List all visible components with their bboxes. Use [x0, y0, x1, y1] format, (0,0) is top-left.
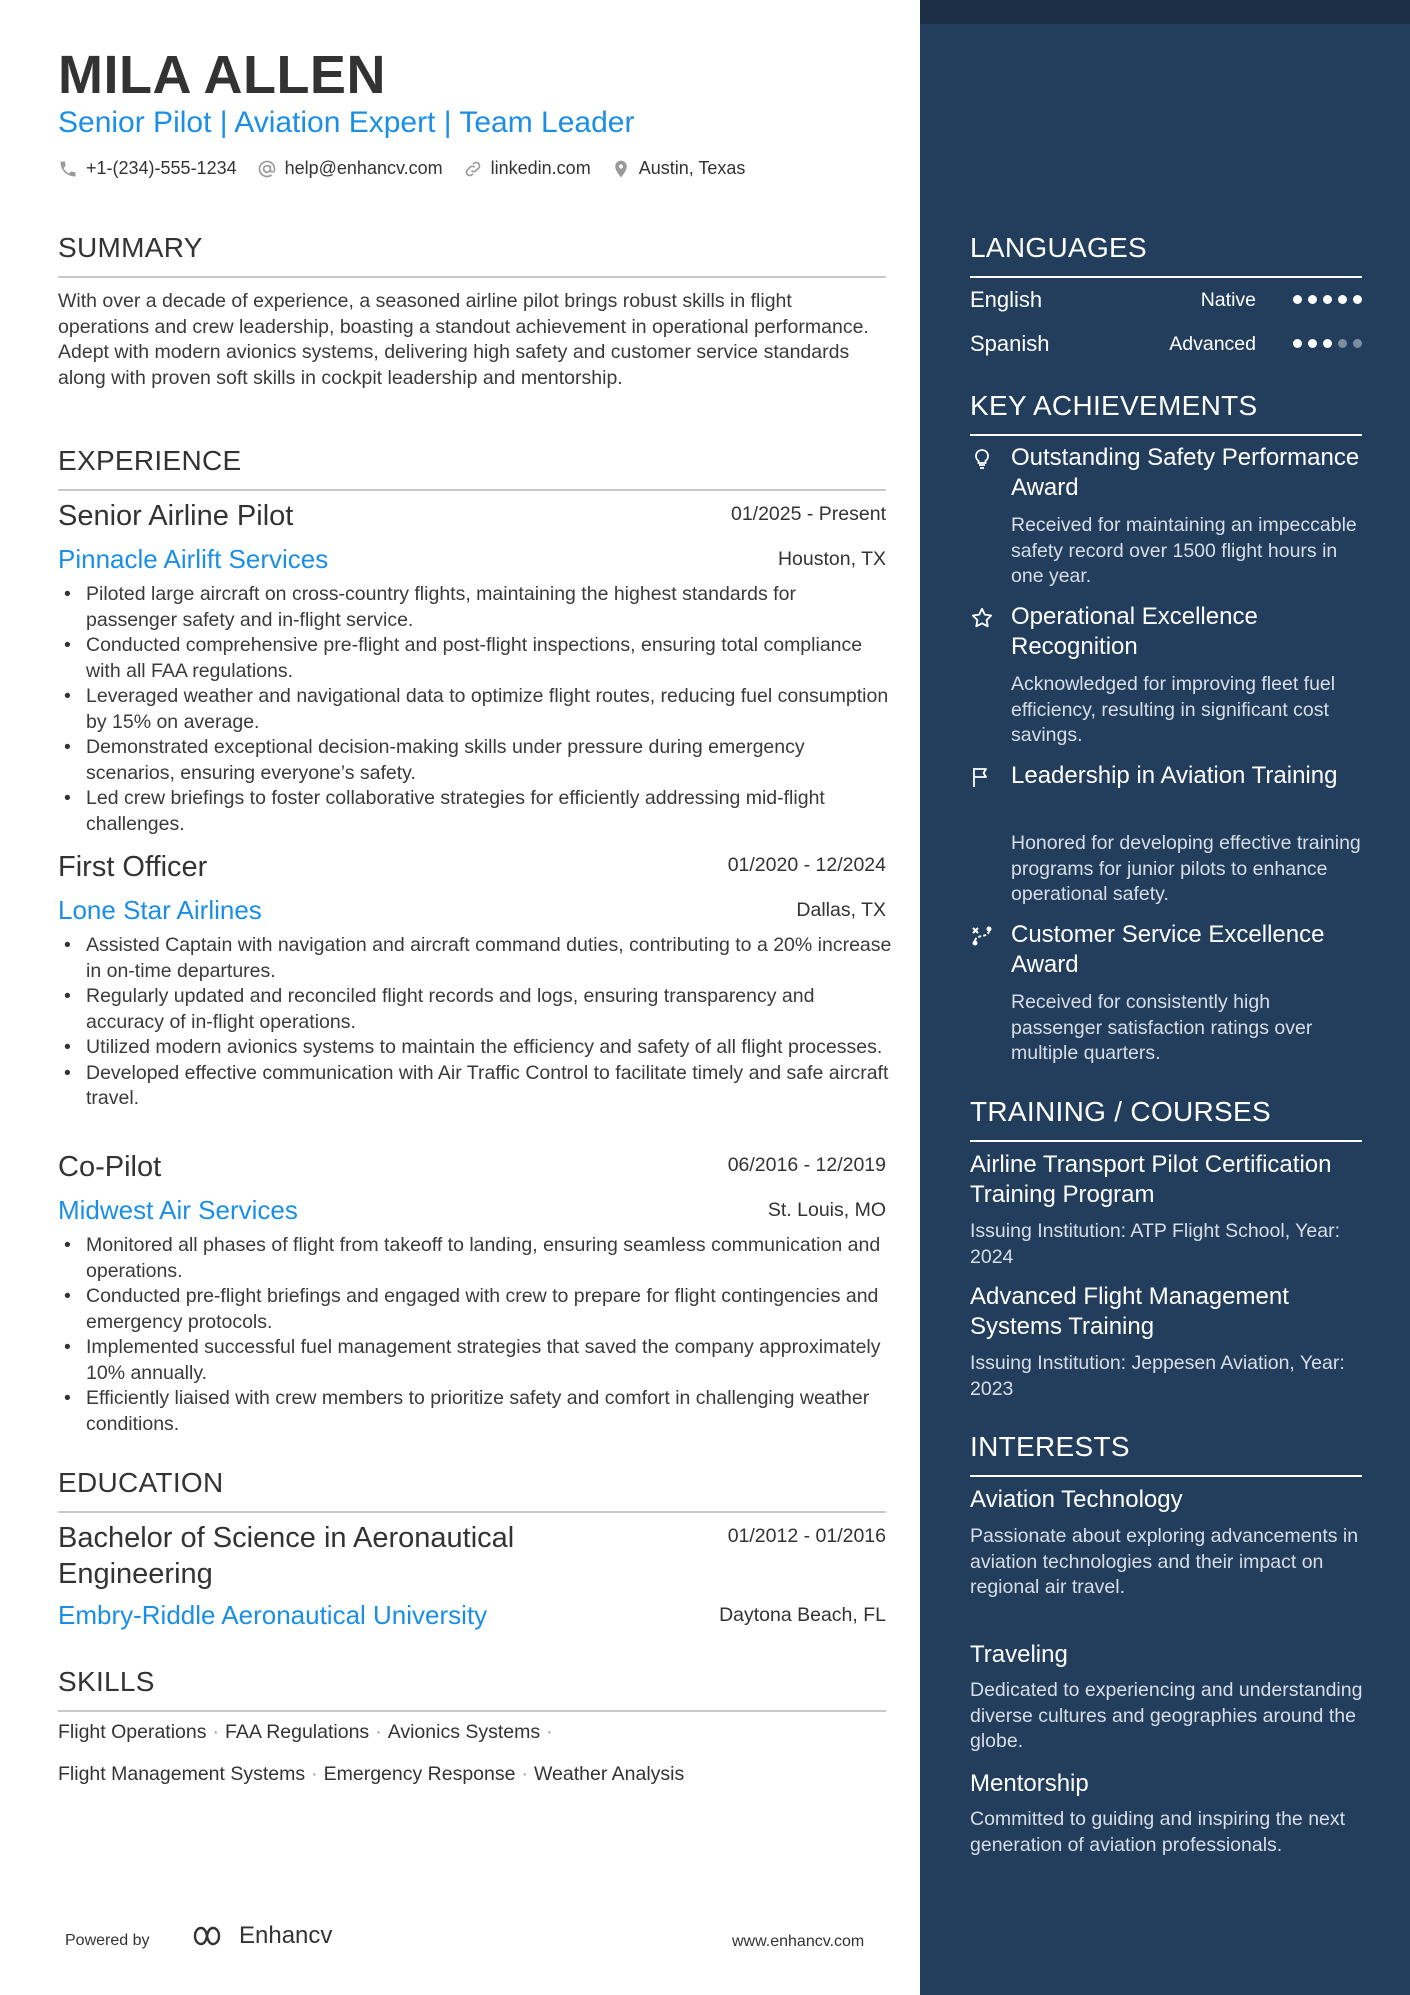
- education-heading: EDUCATION: [58, 1467, 224, 1498]
- education-divider: [58, 1511, 886, 1513]
- achievement-desc: Acknowledged for improving fleet fuel efficiency, resulting in significant cost savings.: [1011, 673, 1336, 746]
- experience-heading: EXPERIENCE: [58, 445, 242, 476]
- language-rating: [1293, 339, 1362, 348]
- at-icon: [257, 159, 277, 179]
- phone-icon: [58, 159, 78, 179]
- achievement-title: Leadership in Aviation Training: [1011, 762, 1338, 789]
- job-title: Co-Pilot: [58, 1151, 162, 1183]
- contact-linkedin[interactable]: [463, 158, 591, 179]
- enhancv-logo-icon: [183, 1923, 231, 1949]
- rating-dot: [1308, 295, 1317, 304]
- rating-dot: [1293, 339, 1302, 348]
- rating-dot: [1338, 339, 1347, 348]
- skill-item: Flight Management Systems: [58, 1763, 306, 1785]
- rating-dot: [1353, 339, 1362, 348]
- footer-brand-name: Enhancv: [239, 1922, 333, 1949]
- training-title: Airline Transport Pilot Certification Training Program: [970, 1151, 1332, 1208]
- job-company: Midwest Air Services: [58, 1195, 298, 1225]
- language-name: Spanish: [970, 331, 1050, 356]
- language-name: English: [970, 287, 1043, 312]
- language-row: [970, 287, 1362, 317]
- education-degree: Bachelor of Science in Aeronautical Engineering: [58, 1522, 515, 1590]
- job-title: First Officer: [58, 851, 208, 883]
- training-desc: Issuing Institution: ATP Flight School, Year: 2024: [970, 1220, 1340, 1268]
- skill-item: Weather Analysis: [533, 1763, 685, 1785]
- job-bullet: • Monitored all phases of flight from takeoff to landing, ensuring seamless communication and operations.: [86, 1233, 892, 1284]
- location-text: Austin, Texas: [638, 158, 746, 178]
- sidebar-top-band: [920, 0, 1410, 24]
- training-desc: Issuing Institution: Jeppesen Aviation, Year: 2023: [970, 1352, 1345, 1400]
- education-location: Daytona Beach, FL: [719, 1604, 886, 1626]
- skills-divider: [58, 1710, 886, 1712]
- summary-text: With over a decade of experience, a seasoned airline pilot brings robust skills in flight operations and crew leadership, boasting a standout achievement in operational performance. Adept with modern avionics systems, delivering high safety and customer service standards along with proven soft skills in cockpit leadership and mentorship.: [58, 290, 869, 389]
- job-title: Senior Airline Pilot: [58, 500, 294, 532]
- achievement-desc: Honored for developing effective training programs for junior pilots to enhance operational safety.: [1011, 832, 1361, 905]
- experience-divider: [58, 489, 886, 491]
- job-bullet: • Utilized modern avionics systems to maintain the efficiency and safety of all flight processes.: [86, 1035, 892, 1061]
- route-icon: [970, 924, 994, 948]
- job-location: St. Louis, MO: [767, 1199, 886, 1221]
- interests-divider: [970, 1475, 1362, 1477]
- rating-dot: [1353, 295, 1362, 304]
- job-bullets: [86, 582, 892, 837]
- job-dates: 01/2020 - 12/2024: [727, 854, 886, 876]
- achievement-title: Customer Service Excellence Award: [1011, 921, 1325, 978]
- achievement-desc: Received for consistently high passenger satisfaction ratings over multiple quarters.: [1011, 991, 1313, 1064]
- language-level: Native: [1200, 289, 1256, 311]
- achievement-title: Operational Excellence Recognition: [1011, 603, 1258, 660]
- job-bullet: • Leveraged weather and navigational data to optimize flight routes, reducing fuel consumption by 15% on average.: [86, 684, 892, 735]
- job-bullet: • Conducted comprehensive pre-flight and post-flight inspections, ensuring total compliance with all FAA regulations.: [86, 633, 892, 684]
- languages-heading: LANGUAGES: [970, 232, 1147, 263]
- achievements-heading: KEY ACHIEVEMENTS: [970, 390, 1258, 421]
- summary-divider: [58, 276, 886, 278]
- interest-title: Mentorship: [970, 1770, 1089, 1797]
- phone-text: +1-(234)-555-1234: [86, 158, 237, 178]
- link-icon: [463, 159, 483, 179]
- job-bullets: [86, 933, 892, 1112]
- candidate-name: MILA ALLEN: [58, 45, 386, 105]
- interests-heading: INTERESTS: [970, 1431, 1130, 1462]
- job-bullet: • Conducted pre-flight briefings and engaged with crew to prepare for flight contingencies and emergency protocols.: [86, 1284, 892, 1335]
- rating-dot: [1323, 339, 1332, 348]
- job-location: Houston, TX: [777, 548, 886, 570]
- email-text: help@enhancv.com: [284, 158, 443, 178]
- languages-divider: [970, 276, 1362, 278]
- linkedin-text: linkedin.com: [490, 158, 591, 178]
- job-bullet: • Led crew briefings to foster collaborative strategies for efficiently addressing mid-flight challenges.: [86, 786, 892, 837]
- rating-dot: [1293, 295, 1302, 304]
- job-bullet: • Regularly updated and reconciled flight records and logs, ensuring transparency and accuracy of in-flight operations.: [86, 984, 892, 1035]
- education-school: Embry-Riddle Aeronautical University: [58, 1600, 488, 1630]
- rating-dot: [1308, 339, 1317, 348]
- flag-icon: [970, 765, 994, 789]
- summary-heading: SUMMARY: [58, 232, 203, 263]
- rating-dot: [1323, 295, 1332, 304]
- job-bullet: • Implemented successful fuel management strategies that saved the company approximately 10% annually.: [86, 1335, 892, 1386]
- skill-item: Flight Operations: [58, 1721, 207, 1743]
- job-company: Lone Star Airlines: [58, 895, 262, 925]
- job-bullet: • Efficiently liaised with crew members to prioritize safety and comfort in challenging weather conditions.: [86, 1386, 892, 1437]
- training-title: Advanced Flight Management Systems Training: [970, 1283, 1289, 1340]
- language-level: Advanced: [1169, 333, 1256, 355]
- job-company: Pinnacle Airlift Services: [58, 544, 329, 574]
- job-bullet: • Piloted large aircraft on cross-country flights, maintaining the highest standards for passenger safety and in-flight service.: [86, 582, 892, 633]
- interest-title: Aviation Technology: [970, 1486, 1183, 1513]
- contact-phone[interactable]: [58, 158, 237, 179]
- skill-item: FAA Regulations: [225, 1721, 370, 1743]
- skill-item: Avionics Systems: [387, 1721, 541, 1743]
- interest-desc: Dedicated to experiencing and understanding diverse cultures and geographies around the globe.: [970, 1679, 1363, 1752]
- footer-brand-logo[interactable]: [183, 1922, 332, 1950]
- education-dates: 01/2012 - 01/2016: [727, 1525, 886, 1547]
- lightbulb-icon: [970, 447, 994, 471]
- candidate-title: Senior Pilot | Aviation Expert | Team Leader: [58, 106, 635, 139]
- interest-title: Traveling: [970, 1641, 1068, 1668]
- job-location: Dallas, TX: [796, 899, 886, 921]
- footer-url[interactable]: www.enhancv.com: [732, 1933, 865, 1950]
- contact-email[interactable]: [257, 158, 443, 179]
- location-pin-icon: [611, 159, 631, 179]
- skills-heading: SKILLS: [58, 1666, 155, 1697]
- language-rating: [1293, 295, 1362, 304]
- training-heading: TRAINING / COURSES: [970, 1096, 1271, 1127]
- skill-item: Emergency Response: [323, 1763, 516, 1785]
- achievement-desc: Received for maintaining an impeccable safety record over 1500 flight hours in one year.: [1011, 514, 1357, 587]
- achievements-divider: [970, 434, 1362, 436]
- job-bullets: [86, 1233, 892, 1437]
- skills-row: Flight Operations · FAA Regulations · Avionics Systems ·: [58, 1721, 553, 1743]
- job-bullet: • Developed effective communication with Air Traffic Control to facilitate timely and safe aircraft travel.: [86, 1061, 892, 1112]
- contact-location: [611, 158, 746, 179]
- job-dates: 06/2016 - 12/2019: [727, 1154, 886, 1176]
- interest-desc: Committed to guiding and inspiring the next generation of aviation professionals.: [970, 1808, 1346, 1856]
- star-icon: [970, 606, 994, 630]
- sidebar-column: [920, 0, 1410, 1995]
- job-bullet: • Demonstrated exceptional decision-making skills under pressure during emergency scenarios, ensuring everyone’s safety.: [86, 735, 892, 786]
- training-divider: [970, 1140, 1362, 1142]
- language-row: [970, 331, 1362, 361]
- interest-desc: Passionate about exploring advancements in aviation technologies and their impact on regional air travel.: [970, 1525, 1359, 1598]
- job-dates: 01/2025 - Present: [730, 503, 886, 525]
- footer-powered-by: Powered by: [65, 1932, 150, 1949]
- rating-dot: [1338, 295, 1347, 304]
- contact-row: [58, 158, 745, 179]
- achievement-title: Outstanding Safety Performance Award: [1011, 444, 1360, 501]
- job-bullet: • Assisted Captain with navigation and aircraft command duties, contributing to a 20% increase in on-time departures.: [86, 933, 892, 984]
- skills-row: Flight Management Systems · Emergency Response · Weather Analysis: [58, 1763, 685, 1785]
